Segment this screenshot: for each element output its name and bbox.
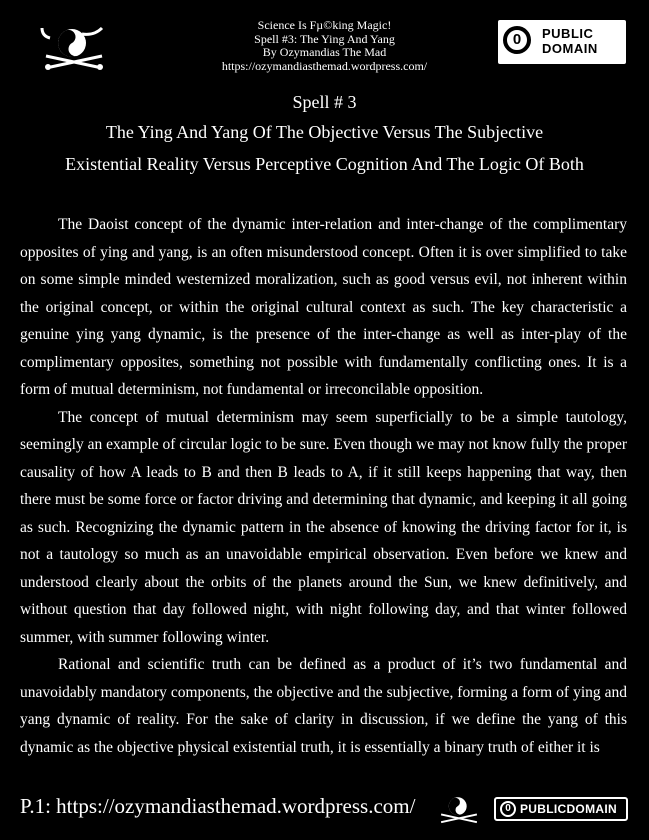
title-line-1: The Ying And Yang Of The Objective Versus The Subjective [105,122,544,142]
paragraph: The Daoist concept of the dynamic inter-relation and inter-change of the complimentary opposites of ying and yang, is an often misunderstood concept. Often it is over simplified to take on some simple minded westernized moralization, such as good versus evil, not inherent within the original concept, or within the original cultural context as such. The key characteristic a genuine ying yang dynamic, is the presence of the inter-change as well as inter-play of the complimentary opposites, something not possible with fundamentally conflicting ones. It is a form of mutual determinism, not fundamental or irreconcilable opposition. [20,216,627,398]
public-domain-icon: 0 [503,26,531,54]
badge-line-2: DOMAIN [542,41,598,56]
footer-public-domain-badge [494,797,628,821]
footer-page-reference[interactable]: P.1: https://ozymandiasthemad.wordpress.com/ [20,794,416,818]
paragraph: Rational and scientific truth can be defined as a product of it’s two fundamental and unavoidably mandatory components, the objective and the subjective, forming a form of ying and yang dynamic of reality. For the sake of clarity in discussion, if we define the yang of this dynamic as the objective physical existential truth, it is essentially a binary truth of either it is [20,656,627,756]
header-spell-title: Spell #3: The Ying And Yang [254,31,395,46]
footer-badge-text: PUBLICDOMAIN [520,802,617,816]
paragraph: The concept of mutual determinism may seem superficially to be a simple tautology, seemingly an example of circular logic to be sure. Even though we may not know fully the proper causality of how A leads to B and then B leads to A, if it still keeps happening that way, then there must be some force or factor driving and determining that dynamic, and keeping it all going as such. Recognizing the dynamic pattern in the absence of knowing the driving factor for it, is not a tautology so much as an unavoidable empirical observation. Even before we knew and understood clearly about the orbits of the planets around the Sun, we knew definitively, and without question that day followed night, with night following day, and that winter followed summer, with summer following winter. [20,408,627,646]
footer-yin-yang-logo [436,795,482,825]
body-text [20,211,627,761]
badge-line-1: PUBLIC [542,26,594,41]
spell-number: Spell # 3 [292,92,357,112]
title-line-2: Existential Reality Versus Perceptive Cognition And The Logic Of Both [65,154,584,174]
header-author: By Ozymandias The Mad [262,45,387,59]
public-domain-badge [498,20,626,64]
footer-public-domain-icon: 0 [500,801,516,817]
header-series-title: Science Is Fµ©king Magic! [257,18,392,32]
header-url[interactable]: https://ozymandiasthemad.wordpress.com/ [221,58,428,73]
